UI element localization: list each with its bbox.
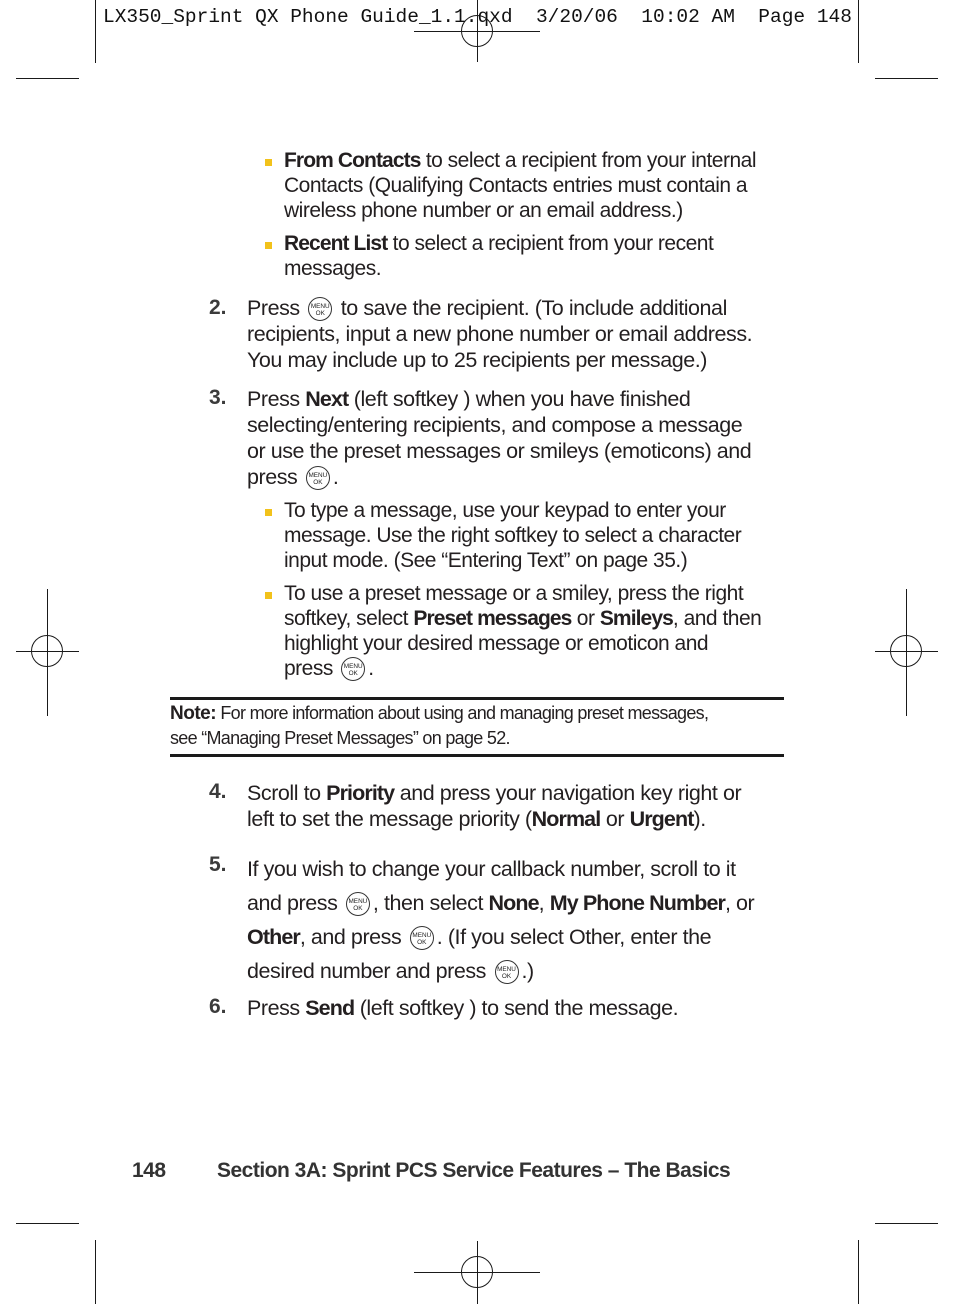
option-label: Recent List [284, 232, 388, 255]
step-number: 5. [209, 853, 227, 876]
menu-ok-key-icon: MENU OK [306, 466, 330, 490]
step-number: 2. [209, 296, 227, 319]
step-text: Press Next (left softkey ) when you have finished selecting/entering recipients, and compose a message or use the preset messages or smileys (emoticons) and press MENU OK . [247, 387, 752, 489]
note-bottom-rule [170, 754, 784, 757]
menu-ok-key-icon: MENU OK [410, 926, 434, 950]
step-text: Press Send (left softkey ) to send the message. [247, 996, 679, 1020]
note-box: Note: For more information about using and managing preset messages, see “Managing Preset Messages” on page 52. [170, 703, 709, 748]
section-title: Section 3A: Sprint PCS Service Features – The Basics [217, 1159, 731, 1182]
bullet-square-icon [265, 242, 272, 249]
note-label: Note: [170, 703, 217, 724]
bullet-square-icon [265, 592, 272, 599]
step-text: If you wish to change your callback number, scroll to it and press MENU OK , then select None, My Phone Number, or Other, and press MENU OK . (If you select Other, enter the desired number and press MENU OK .) [247, 857, 755, 983]
note-top-rule [170, 697, 784, 700]
step-text: Press MENU OK to save the recipient. (To include additional recipients, input a new phone number or email address. You may include up to 25 recipients per message.) [247, 296, 753, 373]
menu-ok-key-icon: MENU OK [308, 297, 332, 321]
step-text: Scroll to Priority and press your navigation key right or left to set the message priority (Normal or Urgent). [247, 781, 742, 831]
step-number: 4. [209, 780, 227, 803]
file-slug-header: LX350_Sprint QX Phone Guide_1.1.qxd 3/20/06 10:02 AM Page 148 [103, 6, 852, 28]
menu-ok-key-icon: MENU OK [495, 960, 519, 984]
menu-ok-key-icon: MENU OK [341, 657, 365, 681]
bullet-square-icon [265, 159, 272, 166]
menu-ok-key-icon: MENU OK [346, 892, 370, 916]
step-number: 3. [209, 386, 227, 409]
bullet-square-icon [265, 509, 272, 516]
option-label: From Contacts [284, 149, 421, 172]
step-number: 6. [209, 995, 227, 1018]
page-number: 148 [132, 1159, 166, 1182]
